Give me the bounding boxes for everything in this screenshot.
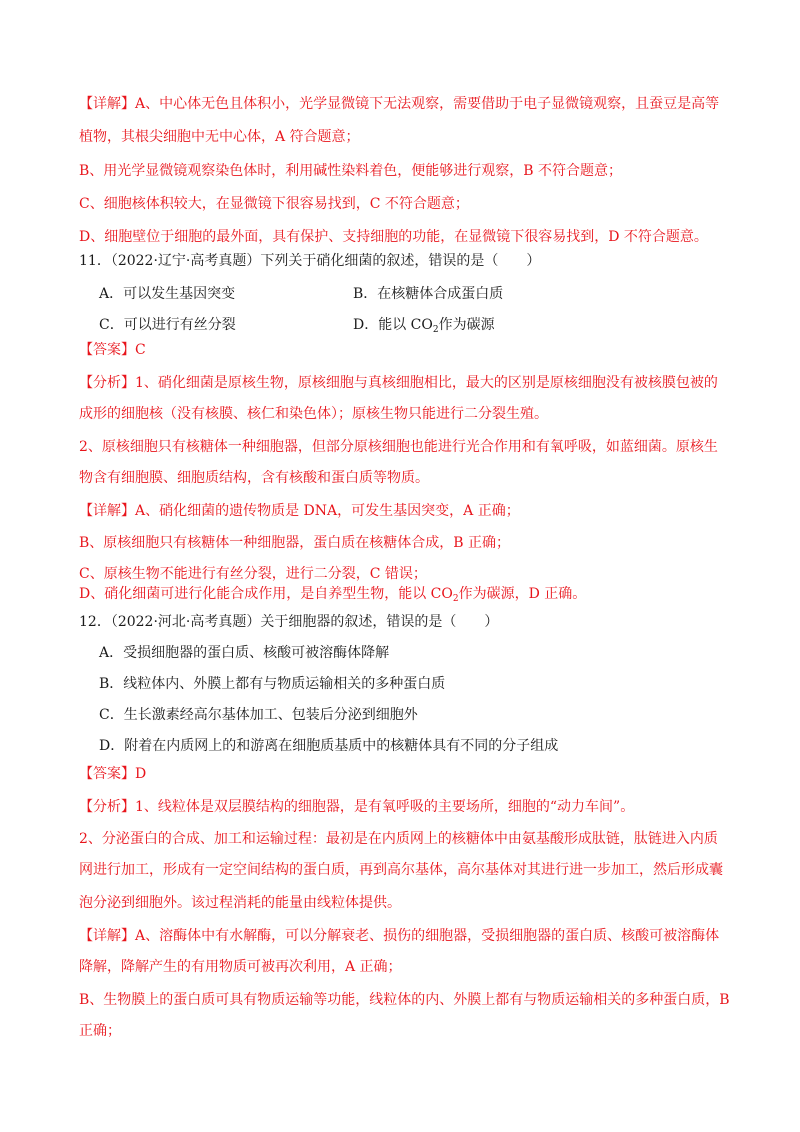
q11-analysis-line: 【分析】1、硝化细菌是原核生物，原核细胞与真核细胞相比，最大的区别是原核细胞没有被核膜包被的	[79, 375, 718, 391]
q12-detail-line: B、生物膜上的蛋白质可具有物质运输等功能，线粒体的内、外膜上都有与物质运输相关的多种蛋白质，B	[79, 992, 730, 1008]
q12-option-c: C．生长激素经高尔基体加工、包装后分泌到细胞外	[99, 707, 418, 723]
detail-line: 植物，其根尖细胞中无中心体，A 符合题意；	[79, 129, 360, 145]
q12-analysis-line: 【分析】1、线粒体是双层膜结构的细胞器，是有氧呼吸的主要场所，细胞的“动力车间”。	[79, 799, 635, 815]
q12-analysis-line: 2、分泌蛋白的合成、加工和运输过程：最初是在内质网上的核糖体中由氨基酸形成肽链，肽链进入内质	[79, 831, 718, 847]
q11-analysis-line: 成形的细胞核（没有核膜、核仁和染色体）；原核生物只能进行二分裂生殖。	[79, 406, 548, 422]
detail-line: D、细胞壁位于细胞的最外面，具有保护、支持细胞的功能，在显微镜下很容易找到，D 不符合题意。	[79, 229, 708, 245]
q11-option-a: A．可以发生基因突变	[99, 286, 236, 302]
q12-option-b: B．线粒体内、外膜上都有与物质运输相关的多种蛋白质	[99, 676, 446, 692]
q11-option-c: C．可以进行有丝分裂	[99, 317, 236, 333]
detail-line: C、细胞核体积较大，在显微镜下很容易找到，C 不符合题意；	[79, 196, 469, 212]
q12-option-a: A．受损细胞器的蛋白质、核酸可被溶酶体降解	[99, 645, 390, 661]
q11-detail-line: 【详解】A、硝化细菌的遗传物质是 DNA，可发生基因突变，A 正确；	[79, 503, 520, 519]
detail-line: B、用光学显微镜观察染色体时，利用碱性染料着色，便能够进行观察，B 不符合题意；	[79, 163, 623, 179]
q11-analysis-line: 物含有细胞膜、细胞质结构，含有核酸和蛋白质等物质。	[79, 470, 429, 486]
q12-detail-line: 正确；	[79, 1023, 121, 1039]
q11-option-d: D．能以 $CO_2$作为碳源	[353, 317, 495, 335]
q11-answer: 【答案】C	[79, 342, 146, 358]
question-12-stem: 12．（2022·河北·高考真题）关于细胞器的叙述，错误的是（ ）	[79, 614, 499, 630]
q11-analysis-line: 2、原核细胞只有核糖体一种细胞器，但部分原核细胞也能进行光合作用和有氧呼吸，如蓝细菌。原核生	[79, 439, 718, 455]
q11-detail-line: D、硝化细菌可进行化能合成作用，是自养型生物，能以 $CO_2$作为碳源，D 正确。	[79, 586, 587, 604]
q12-analysis-line: 泡分泌到细胞外。该过程消耗的能量由线粒体提供。	[79, 895, 401, 911]
q11-detail-line: C、原核生物不能进行有丝分裂，进行二分裂，C 错误；	[79, 566, 427, 582]
q11-detail-line: B、原核细胞只有核糖体一种细胞器，蛋白质在核糖体合成，B 正确；	[79, 535, 511, 551]
question-11-stem: 11．（2022·辽宁·高考真题）下列关于硝化细菌的叙述，错误的是（ ）	[79, 253, 541, 269]
detail-line: 【详解】A、中心体无色且体积小，光学显微镜下无法观察，需要借助于电子显微镜观察，且蚕豆是高等	[79, 96, 720, 112]
q12-detail-line: 【详解】A、溶酶体中有水解酶，可以分解衰老、损伤的细胞器，受损细胞器的蛋白质、核酸可被溶酶体	[79, 928, 720, 944]
q11-option-b: B．在核糖体合成蛋白质	[353, 286, 504, 302]
q12-analysis-line: 网进行加工，形成有一定空间结构的蛋白质，再到高尔基体，高尔基体对其进行进一步加工，然后形成囊	[79, 862, 723, 878]
q12-detail-line: 降解，降解产生的有用物质可被再次利用，A 正确；	[79, 959, 402, 975]
q12-option-d: D．附着在内质网上的和游离在细胞质基质中的核糖体具有不同的分子组成	[99, 738, 559, 754]
q12-answer: 【答案】D	[79, 766, 147, 782]
